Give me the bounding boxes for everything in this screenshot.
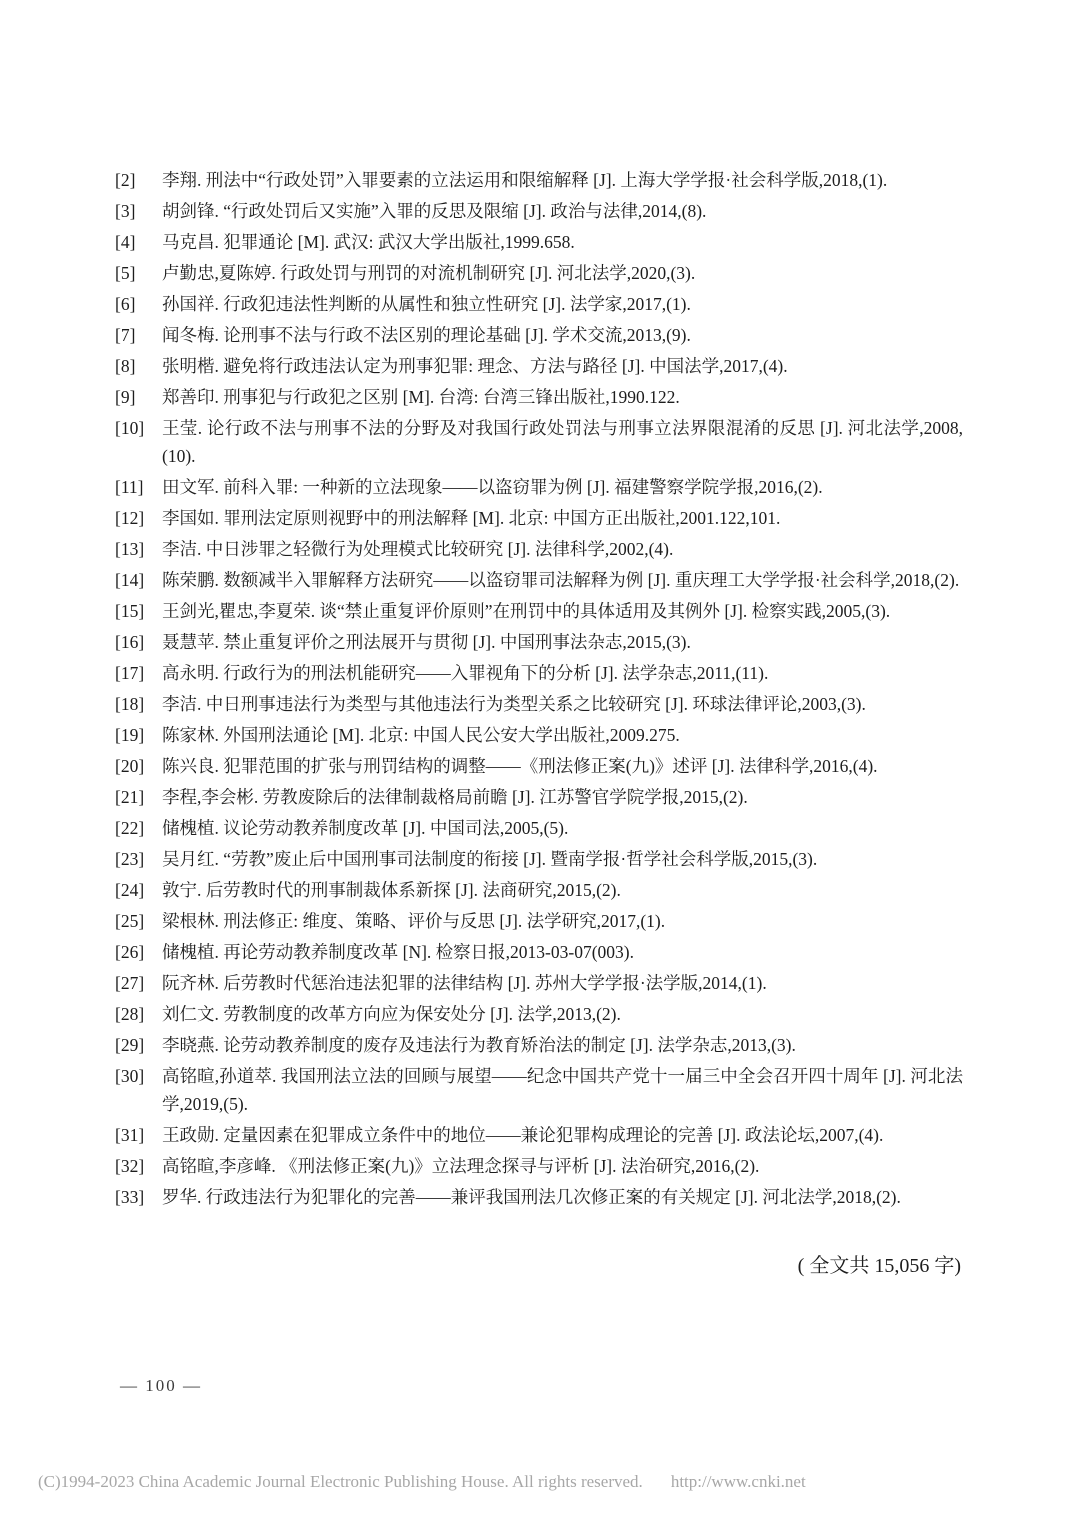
reference-text: 李晓燕. 论劳动教养制度的废存及违法行为教育矫治法的制定 [J]. 法学杂志,2013,(3). bbox=[162, 1035, 796, 1055]
reference-number: [30] bbox=[115, 1066, 145, 1086]
reference-number: [7] bbox=[115, 325, 136, 345]
reference-number: [28] bbox=[115, 1004, 145, 1024]
reference-number: [20] bbox=[115, 756, 145, 776]
reference-item bbox=[115, 197, 963, 225]
reference-item bbox=[115, 783, 963, 811]
reference-number: [2] bbox=[115, 170, 136, 190]
reference-item bbox=[115, 535, 963, 563]
reference-item bbox=[115, 473, 963, 501]
reference-number: [9] bbox=[115, 387, 136, 407]
reference-number: [10] bbox=[115, 418, 145, 438]
reference-text: 敦宁. 后劳教时代的刑事制裁体系新探 [J]. 法商研究,2015,(2). bbox=[162, 880, 621, 900]
reference-item bbox=[115, 228, 963, 256]
reference-number: [22] bbox=[115, 818, 145, 838]
reference-text: 陈荣鹏. 数额减半入罪解释方法研究——以盗窃罪司法解释为例 [J]. 重庆理工大学学报·社会科学,2018,(2). bbox=[162, 570, 960, 590]
reference-item bbox=[115, 259, 963, 287]
reference-item bbox=[115, 352, 963, 380]
reference-item bbox=[115, 938, 963, 966]
reference-text: 胡剑锋. “行政处罚后又实施”入罪的反思及限缩 [J]. 政治与法律,2014,(8). bbox=[162, 201, 707, 221]
page-number: — 100 — bbox=[120, 1376, 202, 1395]
reference-text: 李程,李会彬. 劳教废除后的法律制裁格局前瞻 [J]. 江苏警官学院学报,2015,(2). bbox=[162, 787, 748, 807]
reference-item bbox=[115, 414, 963, 470]
reference-number: [19] bbox=[115, 725, 145, 745]
footer bbox=[38, 1472, 1048, 1492]
reference-number: [12] bbox=[115, 508, 145, 528]
reference-item bbox=[115, 659, 963, 687]
reference-text: 王政勋. 定量因素在犯罪成立条件中的地位——兼论犯罪构成理论的完善 [J]. 政法论坛,2007,(4). bbox=[162, 1125, 884, 1145]
reference-text: 高永明. 行政行为的刑法机能研究——入罪视角下的分析 [J]. 法学杂志,2011,(11). bbox=[162, 663, 769, 683]
reference-item bbox=[115, 1062, 963, 1118]
reference-item bbox=[115, 876, 963, 904]
reference-number: [11] bbox=[115, 477, 144, 497]
reference-text: 闻冬梅. 论刑事不法与行政不法区别的理论基础 [J]. 学术交流,2013,(9). bbox=[162, 325, 691, 345]
reference-number: [29] bbox=[115, 1035, 145, 1055]
reference-text: 卢勤忠,夏陈婷. 行政处罚与刑罚的对流机制研究 [J]. 河北法学,2020,(3). bbox=[162, 263, 696, 283]
reference-text: 李洁. 中日刑事违法行为类型与其他违法行为类型关系之比较研究 [J]. 环球法律评论,2003,(3). bbox=[162, 694, 866, 714]
word-count-note: ( 全文共 15,056 字) bbox=[797, 1255, 961, 1277]
reference-item bbox=[115, 566, 963, 594]
reference-text: 高铭暄,孙道萃. 我国刑法立法的回顾与展望——纪念中国共产党十一届三中全会召开四十周年 [J]. 河北法学,2019,(5). bbox=[162, 1066, 963, 1114]
reference-text: 郑善印. 刑事犯与行政犯之区别 [M]. 台湾: 台湾三锋出版社,1990.122. bbox=[162, 387, 680, 407]
reference-number: [17] bbox=[115, 663, 145, 683]
reference-number: [26] bbox=[115, 942, 145, 962]
reference-number: [31] bbox=[115, 1125, 145, 1145]
reference-number: [13] bbox=[115, 539, 145, 559]
reference-number: [15] bbox=[115, 601, 145, 621]
copyright-notice: (C)1994-2023 China Academic Journal Electronic Publishing House. All rights reserved. bbox=[38, 1472, 643, 1491]
reference-text: 李洁. 中日涉罪之轻微行为处理模式比较研究 [J]. 法律科学,2002,(4). bbox=[162, 539, 674, 559]
reference-text: 罗华. 行政违法行为犯罪化的完善——兼评我国刑法几次修正案的有关规定 [J]. 河北法学,2018,(2). bbox=[162, 1187, 901, 1207]
reference-number: [3] bbox=[115, 201, 136, 221]
reference-number: [33] bbox=[115, 1187, 145, 1207]
reference-text: 陈家林. 外国刑法通论 [M]. 北京: 中国人民公安大学出版社,2009.275. bbox=[162, 725, 680, 745]
reference-item bbox=[115, 383, 963, 411]
reference-text: 刘仁文. 劳教制度的改革方向应为保安处分 [J]. 法学,2013,(2). bbox=[162, 1004, 621, 1024]
reference-item bbox=[115, 166, 963, 194]
publisher-url: http://www.cnki.net bbox=[670, 1472, 806, 1491]
reference-text: 阮齐林. 后劳教时代惩治违法犯罪的法律结构 [J]. 苏州大学学报·法学版,2014,(1). bbox=[162, 973, 767, 993]
reference-number: [6] bbox=[115, 294, 136, 314]
reference-item bbox=[115, 845, 963, 873]
reference-item bbox=[115, 721, 963, 749]
reference-number: [21] bbox=[115, 787, 145, 807]
reference-text: 聂慧苹. 禁止重复评价之刑法展开与贯彻 [J]. 中国刑事法杂志,2015,(3). bbox=[162, 632, 691, 652]
reference-text: 储槐植. 议论劳动教养制度改革 [J]. 中国司法,2005,(5). bbox=[162, 818, 569, 838]
reference-item bbox=[115, 1031, 963, 1059]
reference-item bbox=[115, 907, 963, 935]
reference-number: [14] bbox=[115, 570, 145, 590]
reference-item bbox=[115, 628, 963, 656]
reference-text: 吴月红. “劳教”废止后中国刑事司法制度的衔接 [J]. 暨南学报·哲学社会科学版,2015,(3). bbox=[162, 849, 818, 869]
reference-text: 陈兴良. 犯罪范围的扩张与刑罚结构的调整——《刑法修正案(九)》述评 [J]. 法律科学,2016,(4). bbox=[162, 756, 878, 776]
reference-text: 储槐植. 再论劳动教养制度改革 [N]. 检察日报,2013-03-07(003). bbox=[162, 942, 634, 962]
reference-number: [32] bbox=[115, 1156, 145, 1176]
reference-item bbox=[115, 1183, 963, 1211]
reference-item bbox=[115, 290, 963, 318]
reference-item bbox=[115, 597, 963, 625]
reference-item bbox=[115, 814, 963, 842]
reference-item bbox=[115, 321, 963, 349]
reference-item bbox=[115, 1152, 963, 1180]
reference-number: [24] bbox=[115, 880, 145, 900]
reference-number: [4] bbox=[115, 232, 136, 252]
reference-number: [5] bbox=[115, 263, 136, 283]
reference-text: 田文军. 前科入罪: 一种新的立法现象——以盗窃罪为例 [J]. 福建警察学院学报,2016,(2). bbox=[162, 477, 823, 497]
reference-text: 李国如. 罪刑法定原则视野中的刑法解释 [M]. 北京: 中国方正出版社,2001.122,101. bbox=[162, 508, 781, 528]
reference-number: [18] bbox=[115, 694, 145, 714]
reference-text: 高铭暄,李彦峰. 《刑法修正案(九)》立法理念探寻与评析 [J]. 法治研究,2016,(2). bbox=[162, 1156, 760, 1176]
reference-item bbox=[115, 1121, 963, 1149]
reference-text: 王莹. 论行政不法与刑事不法的分野及对我国行政处罚法与刑事立法界限混淆的反思 [J]. 河北法学,2008,(10). bbox=[162, 418, 963, 466]
reference-number: [23] bbox=[115, 849, 145, 869]
reference-text: 张明楷. 避免将行政违法认定为刑事犯罪: 理念、方法与路径 [J]. 中国法学,2017,(4). bbox=[162, 356, 788, 376]
reference-text: 梁根林. 刑法修正: 维度、策略、评价与反思 [J]. 法学研究,2017,(1). bbox=[162, 911, 666, 931]
reference-number: [8] bbox=[115, 356, 136, 376]
reference-item bbox=[115, 752, 963, 780]
reference-item bbox=[115, 969, 963, 997]
reference-list bbox=[115, 166, 963, 1278]
reference-item bbox=[115, 504, 963, 532]
reference-number: [25] bbox=[115, 911, 145, 931]
reference-item bbox=[115, 1000, 963, 1028]
reference-text: 马克昌. 犯罪通论 [M]. 武汉: 武汉大学出版社,1999.658. bbox=[162, 232, 575, 252]
reference-text: 王剑光,瞿忠,李夏荣. 谈“禁止重复评价原则”在刑罚中的具体适用及其例外 [J]. 检察实践,2005,(3). bbox=[162, 601, 891, 621]
reference-number: [16] bbox=[115, 632, 145, 652]
reference-number: [27] bbox=[115, 973, 145, 993]
reference-items bbox=[115, 166, 963, 1211]
reference-text: 李翔. 刑法中“行政处罚”入罪要素的立法运用和限缩解释 [J]. 上海大学学报·社会科学版,2018,(1). bbox=[162, 170, 888, 190]
reference-item bbox=[115, 690, 963, 718]
reference-text: 孙国祥. 行政犯违法性判断的从属性和独立性研究 [J]. 法学家,2017,(1). bbox=[162, 294, 691, 314]
